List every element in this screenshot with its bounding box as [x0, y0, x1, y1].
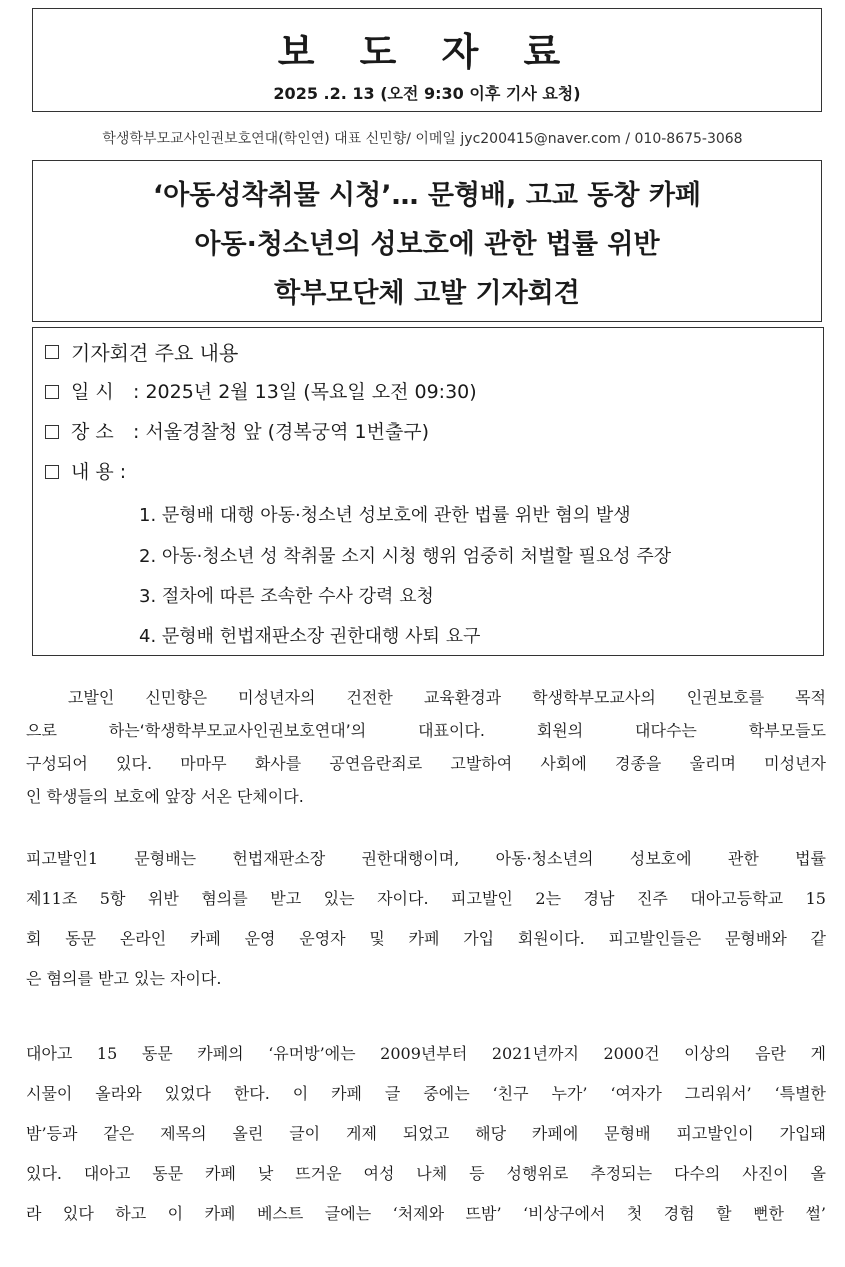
- paragraph-line: 고발인 신민향은 미성년자의 건전한 교육환경과 학생학부모교사의 인권보호를 목적: [26, 688, 826, 707]
- paragraph-line: 제11조 5항 위반 혐의를 받고 있는 자이다. 피고발인 2는 경남 진주 대아고등학교 15: [26, 889, 826, 908]
- content-item: 2. 아동·청소년 성 착취물 소지 시청 행위 엄중히 처벌할 필요성 주장: [139, 546, 672, 567]
- summary-box: [32, 327, 824, 656]
- checkbox-icon: [45, 425, 59, 439]
- content-item: 1. 문형배 대행 아동·청소년 성보호에 관한 법률 위반 혐의 발생: [139, 505, 631, 526]
- paragraph-cafe: [26, 1037, 826, 1237]
- headline-line: 학부모단체 고발 기자회견: [274, 278, 580, 309]
- content-label: 내 용 :: [71, 461, 127, 483]
- content-item: 3. 절차에 따른 조속한 수사 강력 요청: [139, 586, 434, 607]
- paragraph-line: 시물이 올라와 있었다 한다. 이 카페 글 중에는 ‘친구 누가’ ‘여자가 그리워서’ ‘특별한: [26, 1084, 826, 1103]
- paragraph-line: 회 동문 온라인 카페 운영 운영자 및 카페 가입 회원이다. 피고발인들은 문형배와 같: [26, 929, 826, 948]
- date-value: : 2025년 2월 13일 (목요일 오전 09:30): [133, 381, 477, 403]
- paragraph-line: 밤’등과 같은 제목의 올린 글이 게제 되었고 해당 카페에 문형배 피고발인이 가입돼: [26, 1124, 826, 1143]
- paragraph-line: 라 있다 하고 이 카페 베스트 글에는 ‘처제와 뜨밤’ ‘비상구에서 첫 경험 할 뻔한 썰’: [26, 1204, 826, 1223]
- headline-box: [32, 160, 822, 322]
- headline-line: ‘아동성착취물 시청’… 문형배, 고교 동창 카페: [152, 180, 702, 211]
- release-date: 2025 .2. 13 (오전 9:30 이후 기사 요청): [273, 84, 581, 103]
- checkbox-icon: [45, 345, 59, 359]
- checkbox-icon: [45, 465, 59, 479]
- date-label: 일 시: [71, 381, 114, 403]
- paragraph-line: 구성되어 있다. 마마무 화사를 공연음란죄로 고발하여 사회에 경종을 울리며 미성년자: [26, 754, 826, 773]
- checkbox-icon: [45, 385, 59, 399]
- paragraph-line: 은 혐의를 받고 있는 자이다.: [26, 969, 222, 988]
- paragraph-line: 인 학생들의 보호에 앞장 서온 단체이다.: [26, 787, 304, 806]
- paragraph-complainant: [26, 681, 826, 813]
- contact-line: 학생학부모교사인권보호연대(학인연) 대표 신민향/ 이메일 jyc200415@naver.com / 010-8675-3068: [102, 131, 743, 147]
- paragraph-defendants: [26, 842, 826, 1002]
- paragraph-line: 있다. 대아고 동문 카페 낮 뜨거운 여성 나체 등 성행위로 추정되는 다수의 사진이 올: [26, 1164, 826, 1183]
- press-release-header: [32, 8, 822, 112]
- summary-heading: 기자회견 주요 내용: [71, 341, 239, 365]
- headline-line: 아동·청소년의 성보호에 관한 법률 위반: [194, 229, 660, 260]
- place-value: : 서울경찰청 앞 (경복궁역 1번출구): [133, 421, 430, 443]
- content-item: 4. 문형배 헌법재판소장 권한대행 사퇴 요구: [139, 626, 481, 647]
- paragraph-line: 피고발인1 문형배는 헌법재판소장 권한대행이며, 아동·청소년의 성보호에 관한 법률: [26, 849, 826, 868]
- paragraph-line: 으로 하는‘학생학부모교사인권보호연대’의 대표이다. 회원의 대다수는 학부모들도: [26, 721, 826, 740]
- place-label: 장 소: [71, 421, 114, 443]
- document-title: 보 도 자 료: [277, 30, 577, 74]
- paragraph-line: 대아고 15 동문 카페의 ‘유머방’에는 2009년부터 2021년까지 2000건 이상의 음란 게: [26, 1044, 826, 1063]
